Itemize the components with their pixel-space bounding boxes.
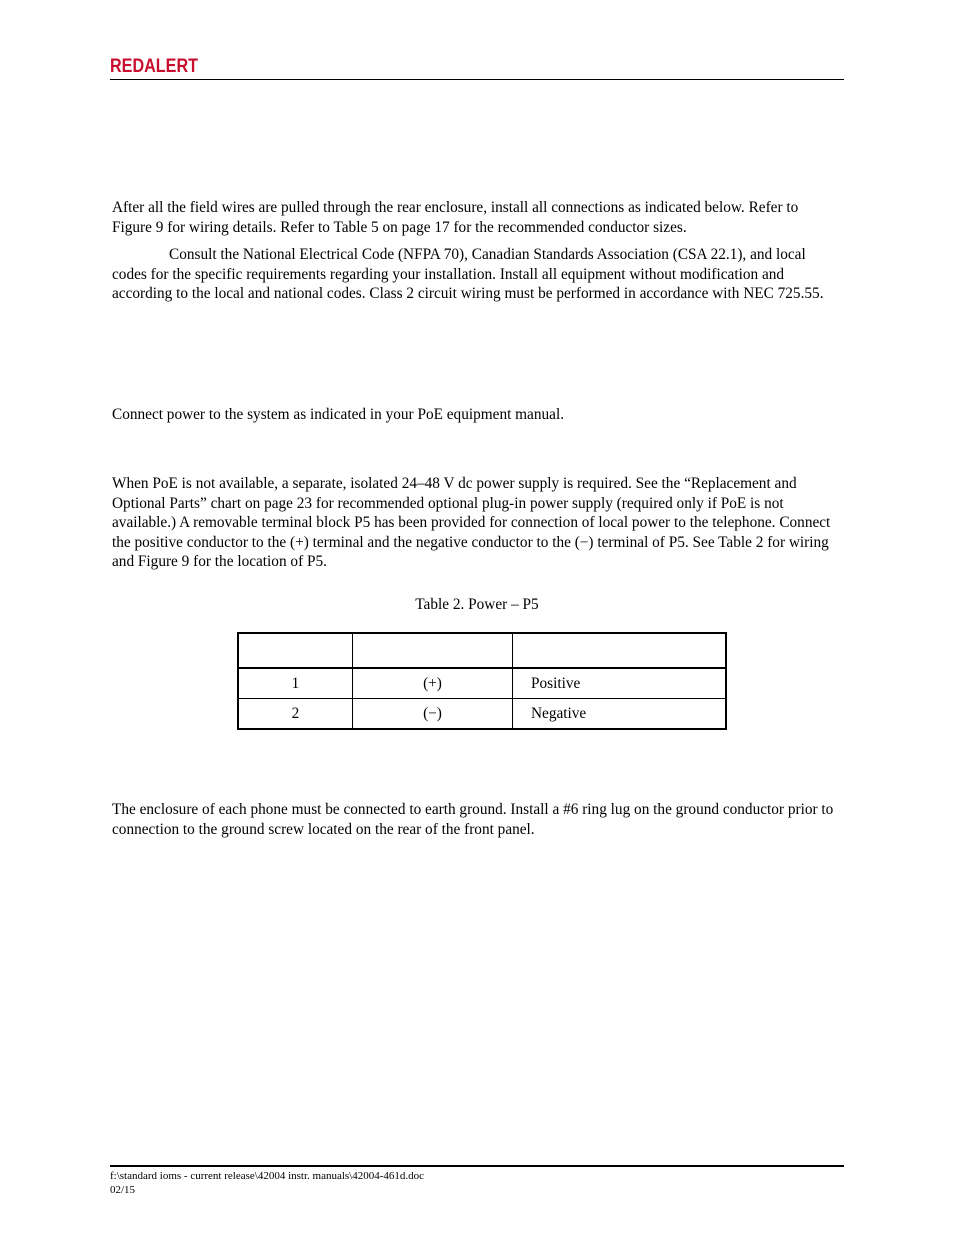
terminal-cell: (+): [353, 668, 513, 699]
power-table: [237, 632, 727, 730]
description-cell: Negative: [513, 699, 727, 730]
description-cell: Positive: [513, 668, 727, 699]
header-divider: [110, 79, 844, 80]
footer-divider: [110, 1165, 844, 1167]
paragraph-local-power: When PoE is not available, a separate, isolated 24–48 V dc power supply is required. See the “Replacement and Optional Parts” chart on page 23 for recommended optional plug-in power supply (required only if PoE is not available.) A removable terminal block P5 has been provided for connection of local power to the telephone. Connect the positive conductor to the (+) terminal and the negative conductor to the (−) terminal of P5. See Table 2 for wiring and Figure 9 for the location of P5.: [112, 475, 831, 571]
table-row: [238, 699, 726, 730]
table-caption: Table 2. Power – P5: [415, 596, 539, 613]
paragraph-grounding: The enclosure of each phone must be connected to earth ground. Install a #6 ring lug on the ground conductor prior to connection to the ground screw located on the rear of the front panel.: [112, 801, 834, 838]
footer-date: 02/15: [110, 1184, 136, 1196]
pin-cell: 1: [238, 668, 353, 699]
table-row: [238, 668, 726, 699]
header-cell-pin: [238, 633, 353, 668]
logo-text: REDALERT: [110, 56, 199, 77]
header-cell-description: [513, 633, 727, 668]
terminal-cell: (−): [353, 699, 513, 730]
paragraph-wiring-intro: After all the field wires are pulled through the rear enclosure, install all connections as indicated below. Refer to Figure 9 for wiring details. Refer to Table 5 on page 17 for the recommended conductor sizes.: [112, 199, 799, 236]
footer-file-path: f:\standard ioms - current release\42004 instr. manuals\42004-461d.doc: [110, 1170, 425, 1182]
paragraph-codes: [112, 245, 836, 304]
paragraph-poe-power: Connect power to the system as indicated in your PoE equipment manual.: [112, 406, 565, 423]
pin-cell: 2: [238, 699, 353, 730]
redalert-logo: [110, 53, 200, 75]
table-header-row: [238, 633, 726, 668]
header-cell-terminal: [353, 633, 513, 668]
paragraph-codes-text: Consult the National Electrical Code (NFPA 70), Canadian Standards Association (CSA 22.1), and local codes for the specific requirements regarding your installation. Install all equipment without modification and according to the local and national codes. Class 2 circuit wiring must be performed in accordance with NEC 725.55.: [112, 246, 824, 303]
